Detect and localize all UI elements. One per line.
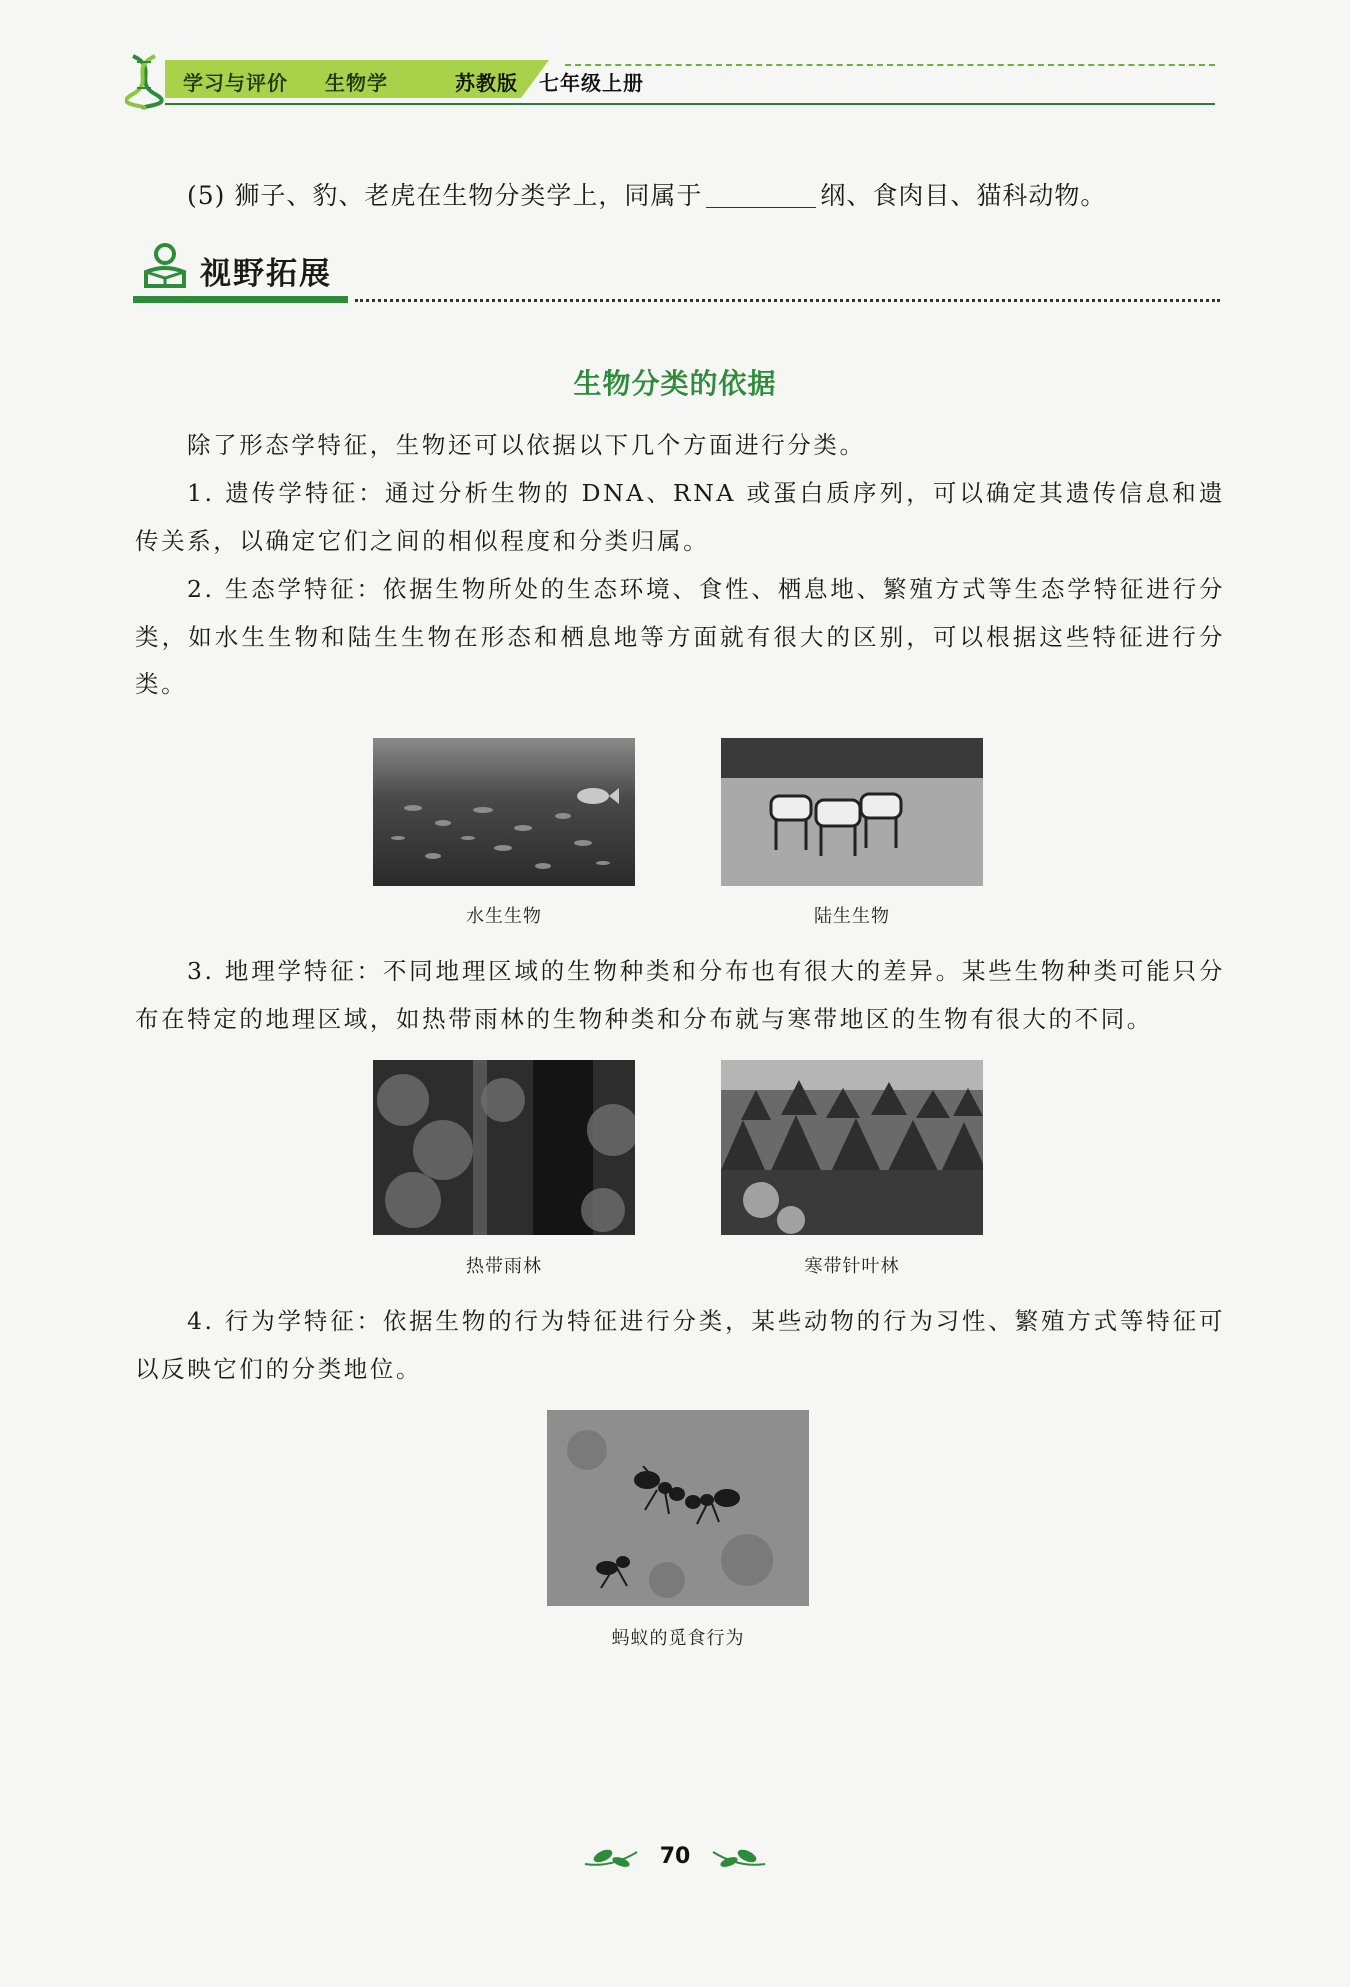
question-5-text-after: 纲、食肉目、猫科动物。 <box>820 181 1107 210</box>
question-5 <box>187 176 1106 212</box>
section-dotted-rule <box>355 299 1220 302</box>
paragraph-intro: 除了形态学特征，生物还可以依据以下几个方面进行分类。 <box>187 431 866 459</box>
page-footer <box>0 1842 1350 1870</box>
page-header <box>125 48 1215 113</box>
paragraph-ecological: 2. 生态学特征：依据生物所处的生态环境、食性、栖息地、繁殖方式等生态学特征进行分类，如水生生物和陆生生物在形态和栖息地等方面就有很大的区别，可以根据这些特征进行分类。 <box>135 575 1225 698</box>
paragraph-geographic: 3. 地理学特征：不同地理区域的生物种类和分布也有很大的差异。某些生物种类可能只分布在特定的地理区域，如热带雨林的生物种类和分布就与寒带地区的生物有很大的不同。 <box>135 957 1225 1033</box>
section-underline <box>133 296 348 303</box>
header-book-title: 学习与评价 <box>183 71 288 95</box>
header-dotted-rule <box>565 64 1215 66</box>
paragraph-genetic: 1. 遗传学特征：通过分析生物的 DNA、RNA 或蛋白质序列，可以确定其遗传信息和遗传关系，以确定它们之间的相似程度和分类归属。 <box>135 479 1225 555</box>
ants-foraging-photo <box>547 1410 809 1606</box>
header-rule <box>165 103 1215 105</box>
header-edition: 苏教版 七年级上册 <box>455 71 644 95</box>
page-number: 70 <box>659 1843 691 1869</box>
terrestrial-organisms-photo <box>721 738 983 886</box>
aquatic-organisms-photo <box>373 738 635 886</box>
caption-terrestrial: 陆生生物 <box>814 906 890 927</box>
answer-blank[interactable] <box>706 183 816 208</box>
section-title: 视野拓展 <box>200 256 332 292</box>
paragraph-behavioral: 4. 行为学特征：依据生物的行为特征进行分类，某些动物的行为习性、繁殖方式等特征可以反映它们的分类地位。 <box>135 1307 1225 1383</box>
caption-taiga: 寒带针叶林 <box>804 1256 900 1277</box>
tropical-rainforest-photo <box>373 1060 635 1235</box>
article-title: 生物分类的依据 <box>573 367 777 400</box>
leaf-decoration-left-icon <box>581 1842 641 1870</box>
leaf-decoration-right-icon <box>709 1842 769 1870</box>
dna-helix-icon <box>125 52 167 110</box>
reading-person-icon <box>140 240 190 290</box>
caption-ants: 蚂蚁的觅食行为 <box>611 1628 745 1649</box>
caption-rainforest: 热带雨林 <box>466 1256 542 1277</box>
header-subject: 生物学 <box>325 71 388 95</box>
boreal-coniferous-forest-photo <box>721 1060 983 1235</box>
caption-aquatic: 水生生物 <box>466 906 542 927</box>
question-5-text-before: (5) 狮子、豹、老虎在生物分类学上，同属于 <box>187 181 703 210</box>
